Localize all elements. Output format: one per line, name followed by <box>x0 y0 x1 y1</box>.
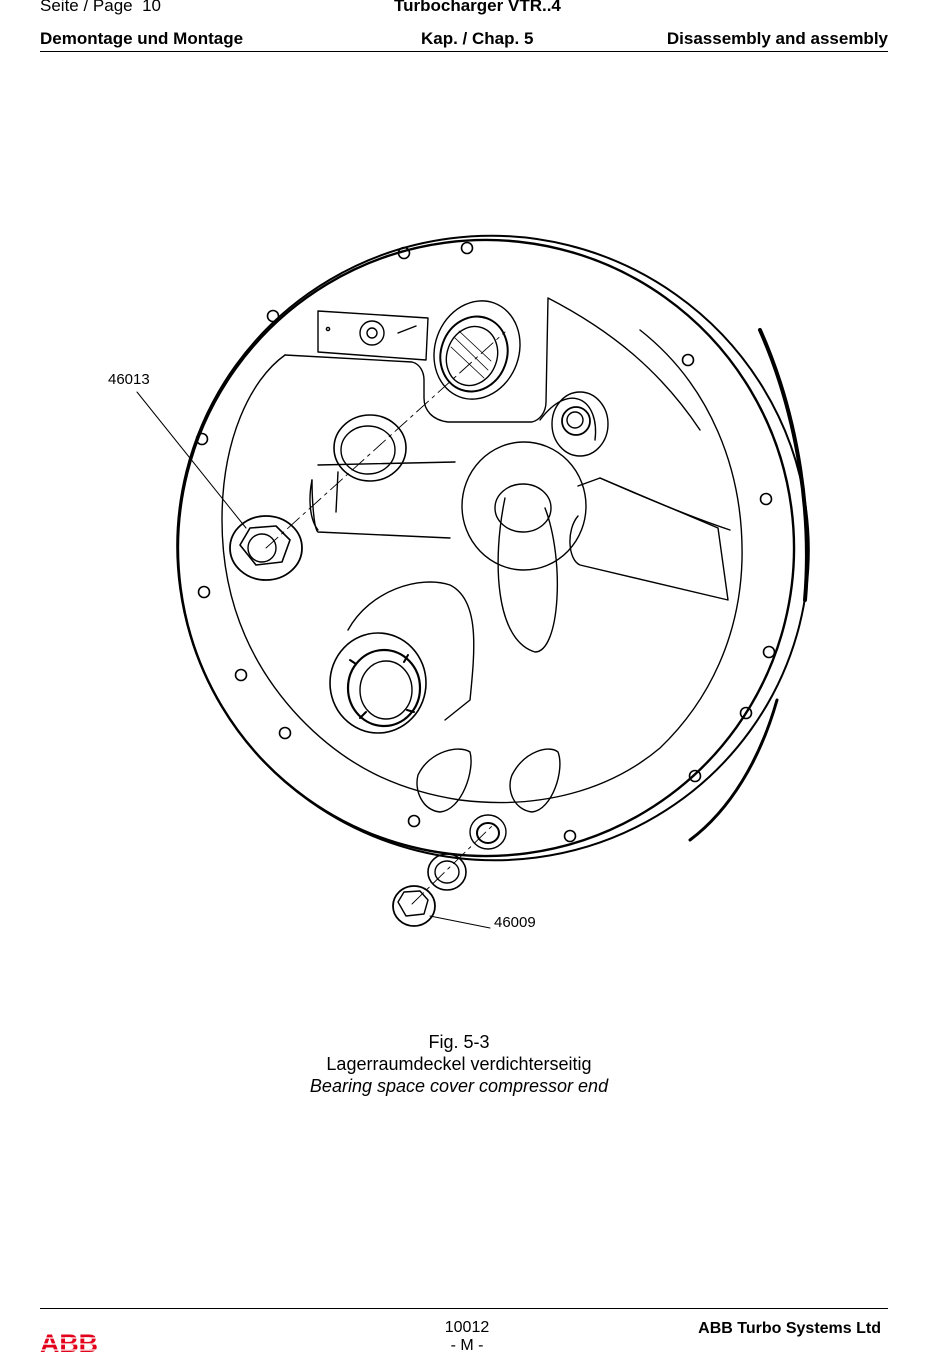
abb-logo-text: ABB <box>40 1330 98 1356</box>
figure-title-de: Lagerraumdeckel verdichterseitig <box>326 1054 592 1074</box>
leader-lines <box>137 392 490 928</box>
company-name: ABB Turbo Systems Ltd <box>698 1320 881 1337</box>
cover-flange <box>111 169 875 927</box>
screw-plug-46009 <box>393 886 435 926</box>
document-number: 10012 <box>444 1319 490 1336</box>
page-label-text: Seite / Page <box>40 0 133 15</box>
figure-title-en: Bearing space cover compressor end <box>309 1076 609 1096</box>
cover-inner-face <box>222 298 742 803</box>
name-plate <box>318 311 428 360</box>
lower-seal-ring <box>428 854 466 890</box>
figure-number: Fig. 5-3 <box>428 1032 490 1052</box>
upper-seal-ring <box>334 415 406 481</box>
chapter-label: Kap. / Chap. 5 <box>421 29 534 48</box>
cover-ribs <box>310 398 730 652</box>
callout-46013: 46013 <box>108 371 150 388</box>
flange-bolt-holes <box>197 243 775 842</box>
drain-bore <box>470 815 506 849</box>
lower-bore <box>330 582 474 733</box>
callout-46009: 46009 <box>494 914 536 931</box>
upper-threaded-bore <box>420 289 533 412</box>
page-number: 10 <box>142 0 161 15</box>
product-title: Turbocharger VTR..4 <box>394 0 561 15</box>
section-title-en: Disassembly and assembly <box>666 29 888 48</box>
footer-rule <box>40 1308 888 1309</box>
document-edition: - M - <box>450 1337 484 1354</box>
section-title-de: Demontage und Montage <box>40 29 244 48</box>
